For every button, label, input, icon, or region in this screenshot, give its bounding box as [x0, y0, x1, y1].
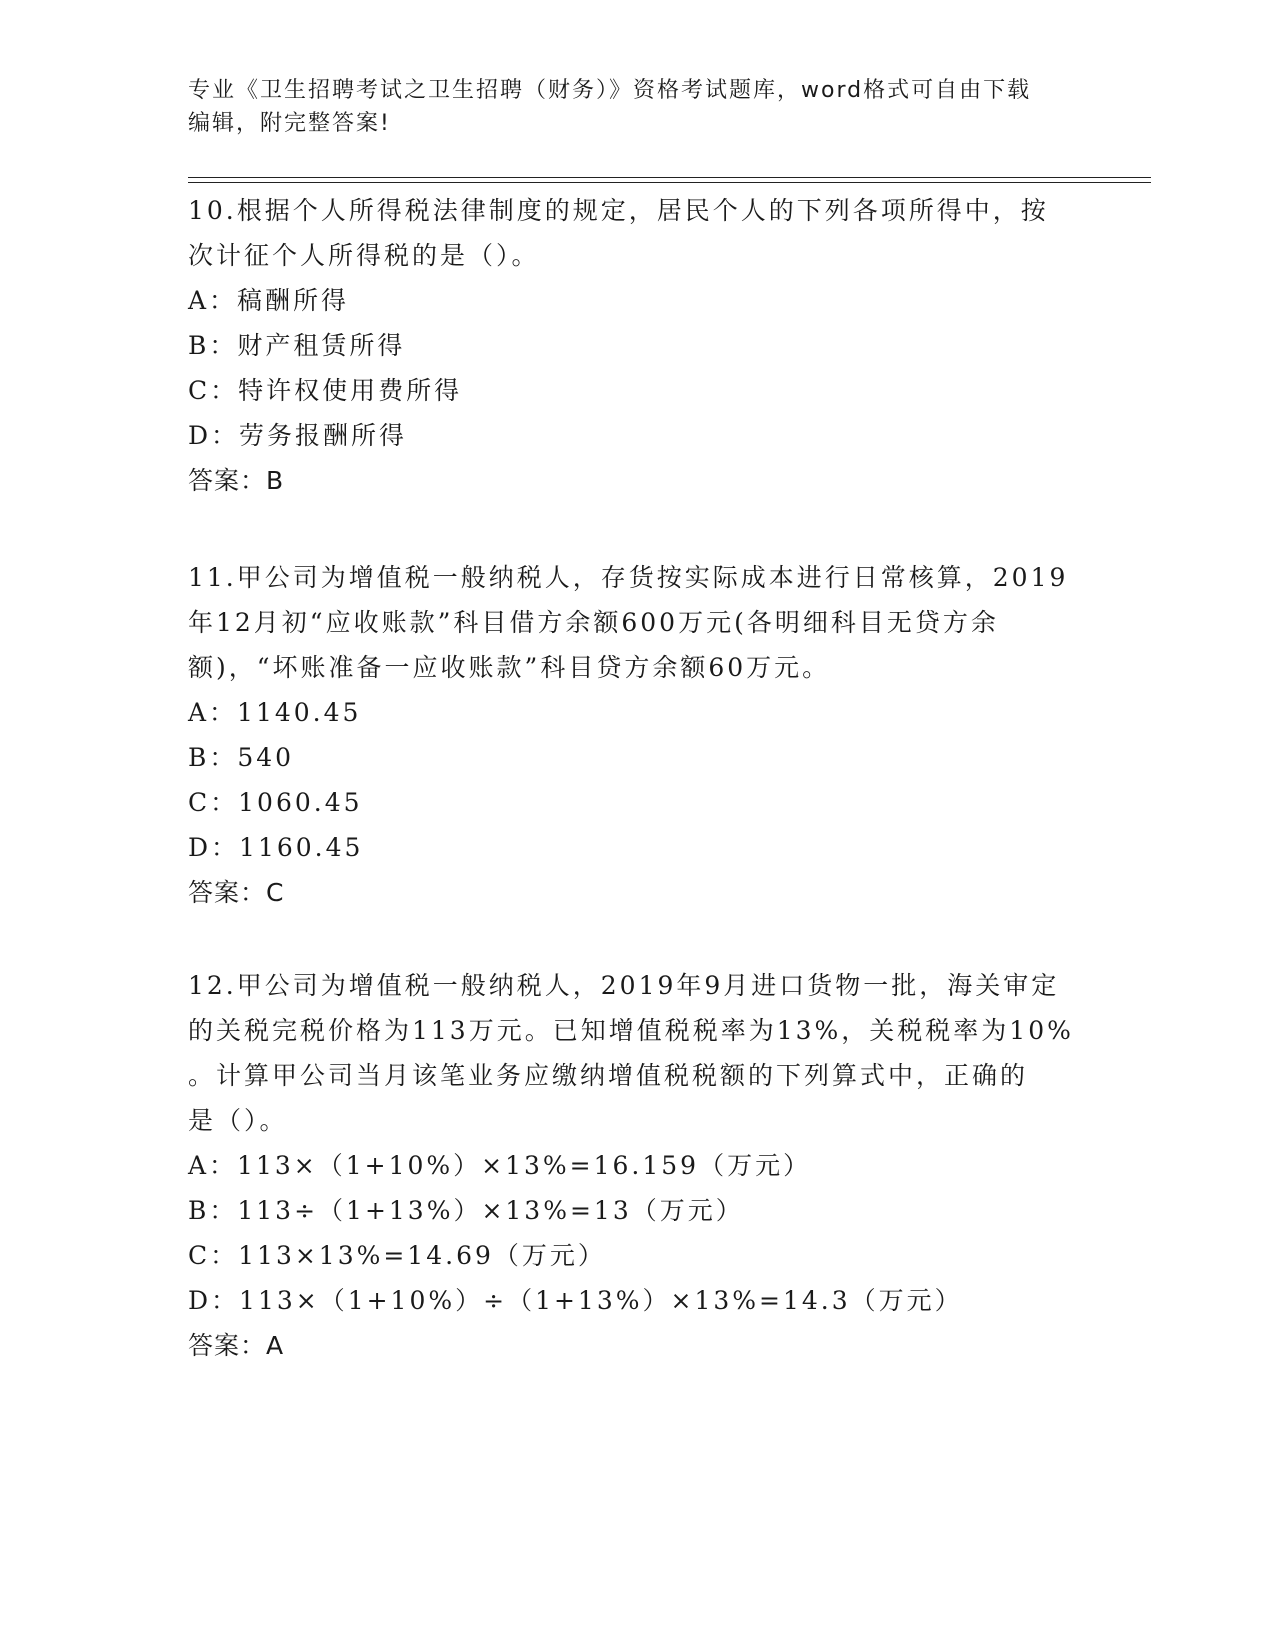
answer-line: 答案：C: [188, 878, 285, 907]
header-divider-top: [188, 177, 1151, 178]
answer-line: 答案：A: [188, 1331, 285, 1360]
question-stem-line: 年12月初“应收账款”科目借方余额600万元(各明细科目无贷方余: [188, 608, 999, 637]
question-stem-line: 是（）。: [188, 1106, 288, 1135]
header-divider-bottom: [188, 182, 1151, 183]
question-10: [188, 188, 1088, 503]
option-d: D：劳务报酬所得: [188, 421, 408, 450]
option-c: C：特许权使用费所得: [188, 376, 463, 405]
option-b: B：财产租赁所得: [188, 331, 406, 360]
option-a: A：1140.45: [188, 698, 362, 727]
option-d: D：113×（1+10%）÷（1+13%）×13%=14.3（万元）: [188, 1286, 963, 1315]
question-stem-line: 次计征个人所得税的是（）。: [188, 241, 540, 270]
option-b: B：113÷（1+13%）×13%=13（万元）: [188, 1196, 744, 1225]
header-line-1: 专业《卫生招聘考试之卫生招聘（财务）》资格考试题库，word格式可自由下载: [188, 78, 1032, 103]
option-a: A：113×（1+10%）×13%=16.159（万元）: [188, 1151, 812, 1180]
question-stem-line: 10.根据个人所得税法律制度的规定，居民个人的下列各项所得中，按: [188, 196, 1049, 225]
question-stem-line: 12.甲公司为增值税一般纳税人，2019年9月进口货物一批，海关审定: [188, 971, 1060, 1000]
header-line-2: 编辑，附完整答案!: [188, 111, 391, 136]
question-stem-line: 额)，“坏账准备一应收账款”科目贷方余额60万元。: [188, 653, 831, 682]
document-header: [188, 74, 1088, 140]
option-a: A：稿酬所得: [188, 286, 350, 315]
option-c: C：113×13%=14.69（万元）: [188, 1241, 606, 1270]
option-b: B：540: [188, 743, 295, 772]
question-stem-line: 。计算甲公司当月该笔业务应缴纳增值税税额的下列算式中，正确的: [188, 1061, 1029, 1090]
question-stem-line: 的关税完税价格为113万元。已知增值税税率为13%，关税税率为10%: [188, 1016, 1074, 1045]
answer-line: 答案：B: [188, 466, 285, 495]
question-12: [188, 963, 1088, 1368]
option-d: D：1160.45: [188, 833, 364, 862]
question-stem-line: 11.甲公司为增值税一般纳税人，存货按实际成本进行日常核算，2019: [188, 563, 1069, 592]
question-11: [188, 555, 1088, 915]
option-c: C：1060.45: [188, 788, 363, 817]
